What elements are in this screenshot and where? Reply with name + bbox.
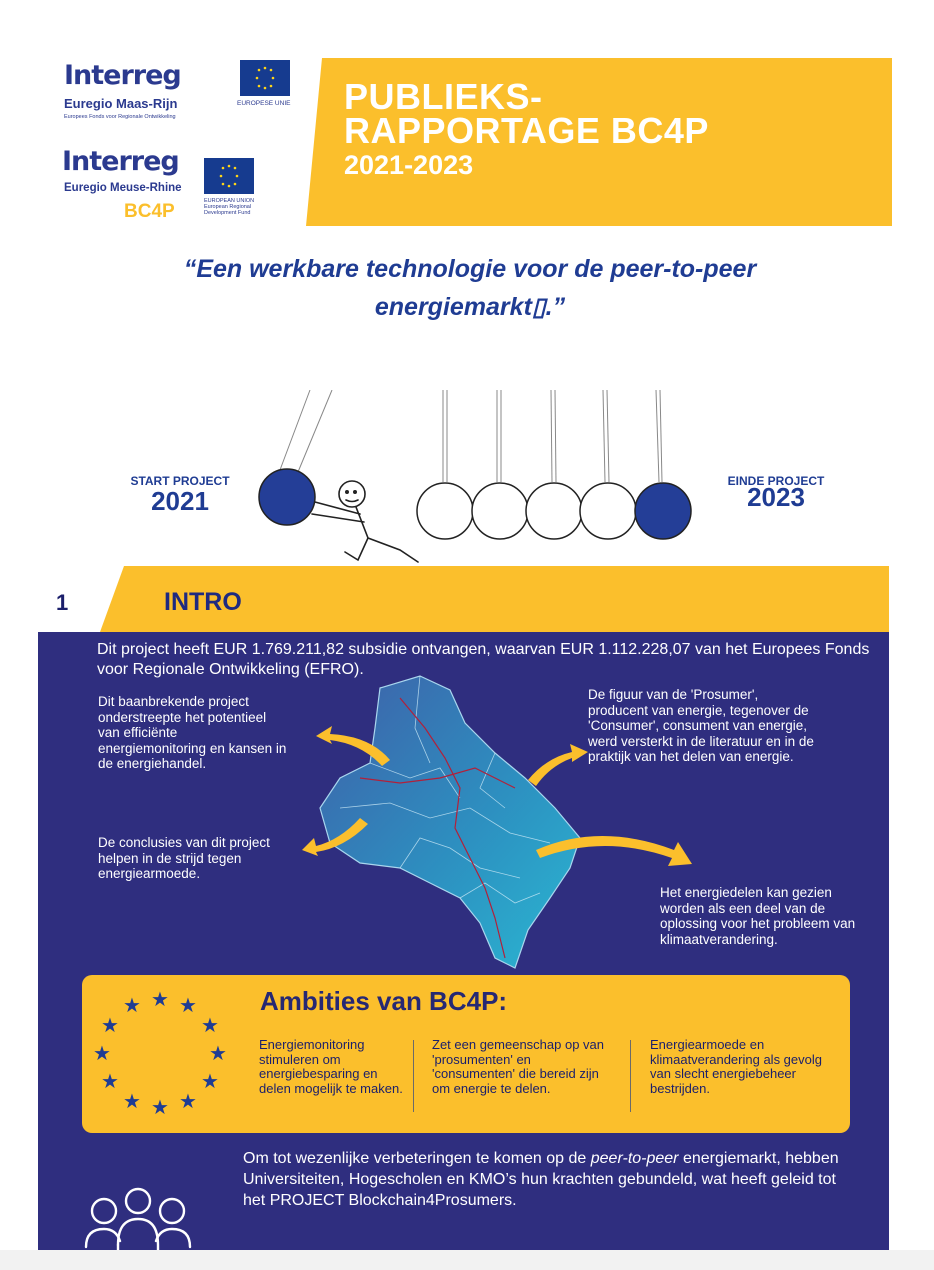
svg-text:★: ★ xyxy=(123,1089,141,1113)
closing-text-end: energiemarkt, hebben Universiteiten, Hogescholen en KMO’s hun krachten gebundeld, wat heeft geleid tot het PROJECT Blockchain4Prosumers. xyxy=(243,1150,839,1209)
arrow-icon xyxy=(316,726,390,766)
eu-flag-icon xyxy=(240,60,290,96)
column-divider xyxy=(413,1040,414,1112)
column-divider xyxy=(630,1040,631,1112)
logo-region-maas-rijn: Euregio Maas-Rijn xyxy=(64,96,178,111)
title-years: 2021-2023 xyxy=(344,150,474,180)
eu-label-line: EUROPEAN UNION xyxy=(204,198,255,204)
point-poverty: De conclusies van dit project helpen in de strijd tegen energiearmoede. xyxy=(98,835,270,881)
title-line: RAPPORTAGE BC4P xyxy=(344,110,709,151)
arrow-icon xyxy=(302,818,368,856)
logo-panel xyxy=(44,58,306,226)
cradle-ball xyxy=(472,483,528,539)
start-project-year: 2021 xyxy=(151,486,209,516)
svg-text:★: ★ xyxy=(201,1069,219,1093)
point-prosumer: De figuur van de 'Prosumer', producent van energie, tegenover de 'Consumer', consument van energie, werd versterkt in de literatuur en in de praktijk van het delen van energie. xyxy=(588,687,814,764)
cradle-ball xyxy=(526,483,582,539)
cradle-ball xyxy=(259,469,315,525)
interreg-logo-meuse-rhine: Interreg xyxy=(62,146,179,177)
svg-text:★: ★ xyxy=(179,1089,197,1113)
ambition-item: Energiemonitoring stimuleren om energiebesparing en delen mogelijk te maken. xyxy=(259,1037,403,1096)
svg-text:★: ★ xyxy=(179,993,197,1017)
subsidy-text: Dit project heeft EUR 1.769.211,82 subsidie ontvangen, waarvan EUR 1.112.228,07 van het Europees Fonds voor Regionale Ontwikkeling (EFRO). xyxy=(97,641,870,678)
logo-slant xyxy=(294,58,334,226)
end-project-year: 2023 xyxy=(747,482,805,512)
stick-figure xyxy=(312,481,418,562)
start-project-label: START PROJECT xyxy=(130,474,230,488)
ambition-item: Energiearmoede en klimaatverandering als gevolg van slecht energiebeheer bestrijden. xyxy=(650,1037,822,1096)
svg-text:★: ★ xyxy=(101,1013,119,1037)
project-quote: “Een werkbare technologie voor de peer-to-peer energiemarkt▯.” xyxy=(183,255,757,321)
point-climate: Het energiedelen kan gezien worden als een deel van de oplossing voor het probleem van klimaatverandering. xyxy=(660,885,856,947)
svg-text:★: ★ xyxy=(151,1095,169,1119)
cradle-ball xyxy=(580,483,636,539)
ambition-item: Zet een gemeenschap op van 'prosumenten' en 'consumenten' die bereid zijn om energie te delen. xyxy=(432,1037,605,1096)
logo-region-meuse-rhine: Euregio Meuse-Rhine xyxy=(64,182,182,194)
closing-text-emphasis: peer-to-peer xyxy=(590,1150,679,1167)
closing-text-start: Om tot wezenlijke verbeteringen te komen op de xyxy=(243,1150,591,1167)
svg-text:★: ★ xyxy=(101,1069,119,1093)
point-monitoring: Dit baanbrekende project onderstreepte het potentieel van efficiënte energiemonitoring en kansen in de energiehandel. xyxy=(98,694,287,771)
eu-label-line: Development Fund xyxy=(204,210,251,216)
logo-bc4p: BC4P xyxy=(124,201,175,222)
cradle-ball xyxy=(635,483,691,539)
arrow-icon xyxy=(536,836,692,866)
newtons-cradle-illustration xyxy=(250,390,710,575)
svg-text:★: ★ xyxy=(201,1013,219,1037)
report-title xyxy=(344,76,709,180)
end-project-label: EINDE PROJECT xyxy=(727,474,825,488)
eu-flag-icon xyxy=(204,158,254,194)
page-footer-strip xyxy=(0,1250,934,1270)
title-line: PUBLIEKS- xyxy=(344,76,543,117)
eu-stars-icon xyxy=(90,986,240,1131)
cradle-ball xyxy=(417,483,473,539)
arrow-icon xyxy=(528,744,588,786)
interreg-logo-maas-rijn: Interreg xyxy=(64,60,181,91)
eu-label: EUROPESE UNIE xyxy=(237,100,291,107)
logo-fund-text: Europees Fonds voor Regionale Ontwikkeling xyxy=(64,114,176,120)
closing-text xyxy=(243,1148,843,1211)
eu-label-fund xyxy=(204,198,294,216)
ambitions-title: Ambities van BC4P: xyxy=(260,986,508,1016)
arrows-overlay xyxy=(300,700,720,880)
svg-text:★: ★ xyxy=(151,987,169,1011)
eu-label-line: European Regional xyxy=(204,204,252,210)
svg-text:★: ★ xyxy=(123,993,141,1017)
header-banner xyxy=(44,58,892,226)
section-number: 1 xyxy=(56,590,69,615)
svg-text:★: ★ xyxy=(209,1041,227,1065)
section-title: INTRO xyxy=(164,588,242,616)
svg-text:★: ★ xyxy=(93,1041,111,1065)
